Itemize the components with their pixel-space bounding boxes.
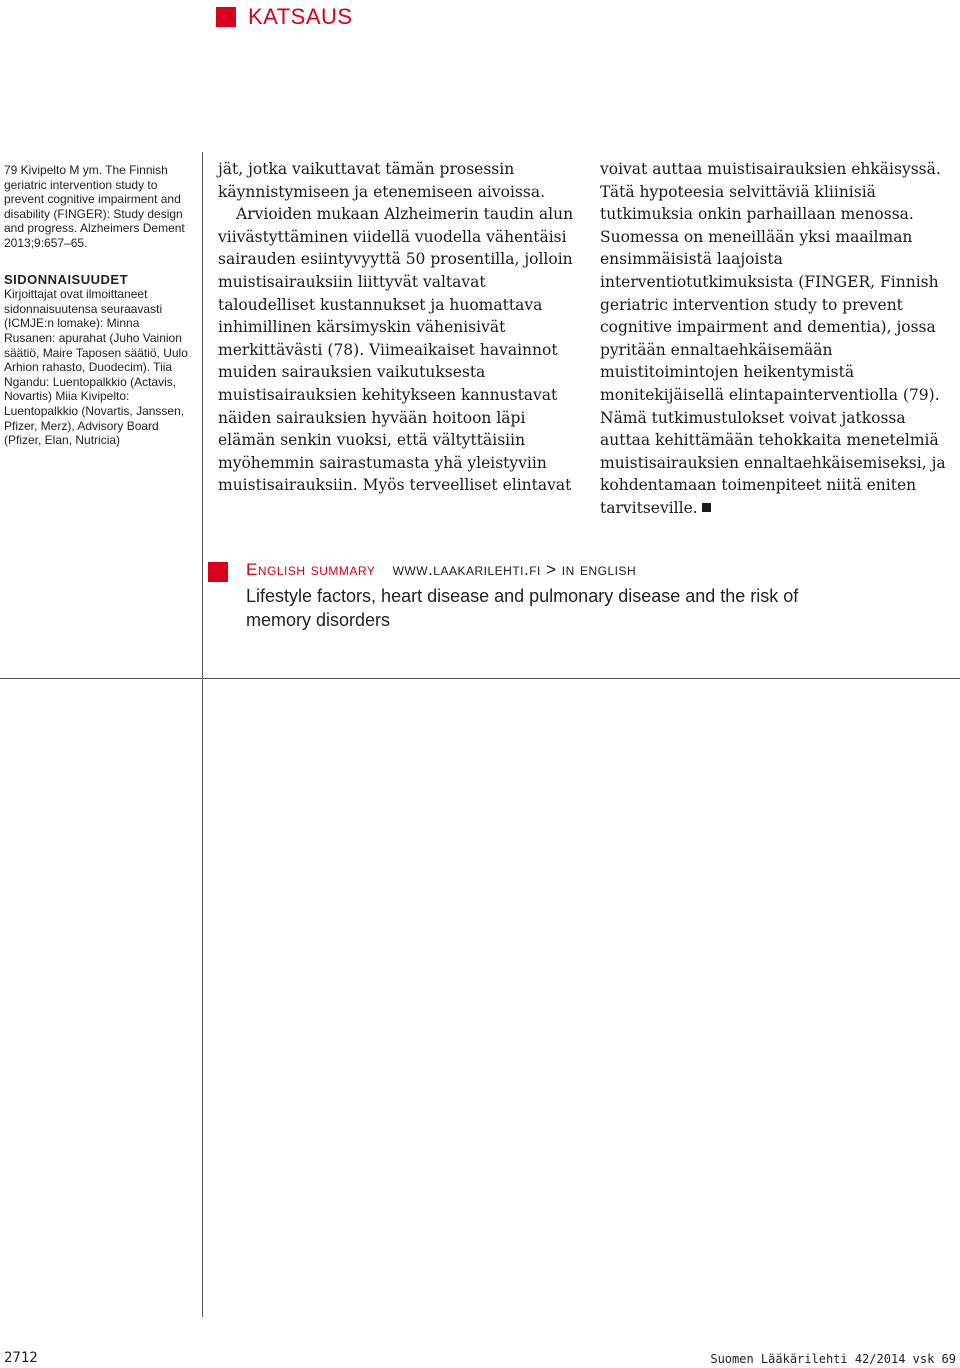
column-divider: [202, 152, 203, 1317]
end-of-article-mark: [702, 503, 711, 512]
section-marker-square: [216, 7, 236, 27]
horizontal-divider: [0, 678, 960, 679]
article-paragraph: Arvioiden mukaan Alzheimerin taudin alun viivästyttäminen viidellä vuodella vähentäisi sairauden esiintyvyyttä 50 prosentilla, jolloin muistisairauksiin liittyvät valtavat taloudelliset kustannukset ja huomattava inhimillinen kärsimyskin vähenisivät merkittävästi (78). Viimeaikaiset havainnot muiden sairauksien vaikutuksesta muistisairauksien kehitykseen kannustavat näiden sairauksien hyvään hoitoon läpi elämän senkin vuoksi, että vältyttäisiin myöhemmin sairastumasta yhä yleistyviin muistisairauksiin. Myös terveelliset elintavat: [218, 205, 574, 495]
article-column-2: [600, 158, 960, 520]
conflicts-text: Kirjoittajat ovat ilmoittaneet sidonnaisuutensa seuraavasti (ICMJE:n lomake): Minna Rusanen: apurahat (Juho Vainion säätiö, Maire Taposen säätiö, Uulo Arhion rahasto, Duodecim). Tiia Ngandu: Luentopalkkio (Actavis, Novartis) Miia Kivipelto: Luentopalkkio (Novartis, Janssen, Pfizer, Merz), Advisory Board (Pfizer, Elan, Nutricia): [4, 287, 188, 448]
summary-label: English summary: [246, 560, 376, 579]
article-paragraph-text: voivat auttaa muistisairauksien ehkäisyssä. Tätä hypoteesia selvittäviä kliinisiä tutkimuksia onkin parhaillaan menossa. Suomessa on meneillään yksi maailman ensimmäisistä laajoista interventiotutkimuksista (FINGER, Finnish geriatric intervention study to prevent cognitive impairment and dementia), jossa pyritään ennaltaehkäisemään muistitoimintojen heikentymistä monitekijäisellä elintapainterventiolla (79). Nämä tutkimustulokset voivat jatkossa auttaa kehittämään tehokkaita menetelmiä muistisairauksien ennaltaehkäisemiseksi, ja kohdentamaan toimenpiteet niitä eniten tarvitseville.: [600, 160, 946, 517]
article-paragraph: jät, jotka vaikuttavat tämän prosessin käynnistymiseen ja etenemiseen aivoissa.: [218, 160, 546, 201]
sidebar: [4, 163, 192, 448]
conflicts-heading: SIDONNAISUUDET: [4, 271, 129, 287]
english-summary: [208, 560, 828, 632]
summary-link[interactable]: www.laakarilehti.fi > in english: [392, 560, 637, 579]
article-paragraph: [600, 158, 960, 520]
summary-marker-square: [208, 562, 228, 582]
summary-headline: [246, 560, 636, 580]
journal-footer: Suomen Lääkärilehti 42/2014 vsk 69: [710, 1352, 956, 1366]
summary-title: Lifestyle factors, heart disease and pulmonary disease and the risk of memory disorders: [246, 586, 799, 630]
article-column-1: [218, 158, 578, 497]
page-number: 2712: [4, 1350, 38, 1366]
reference-79: 79 Kivipelto M ym. The Finnish geriatric intervention study to prevent cognitive impairment and disability (FINGER): Study design and progress. Alzheimers Dement 2013;9:657–65.: [4, 163, 185, 250]
section-header: [216, 4, 353, 30]
section-title: KATSAUS: [248, 4, 353, 29]
